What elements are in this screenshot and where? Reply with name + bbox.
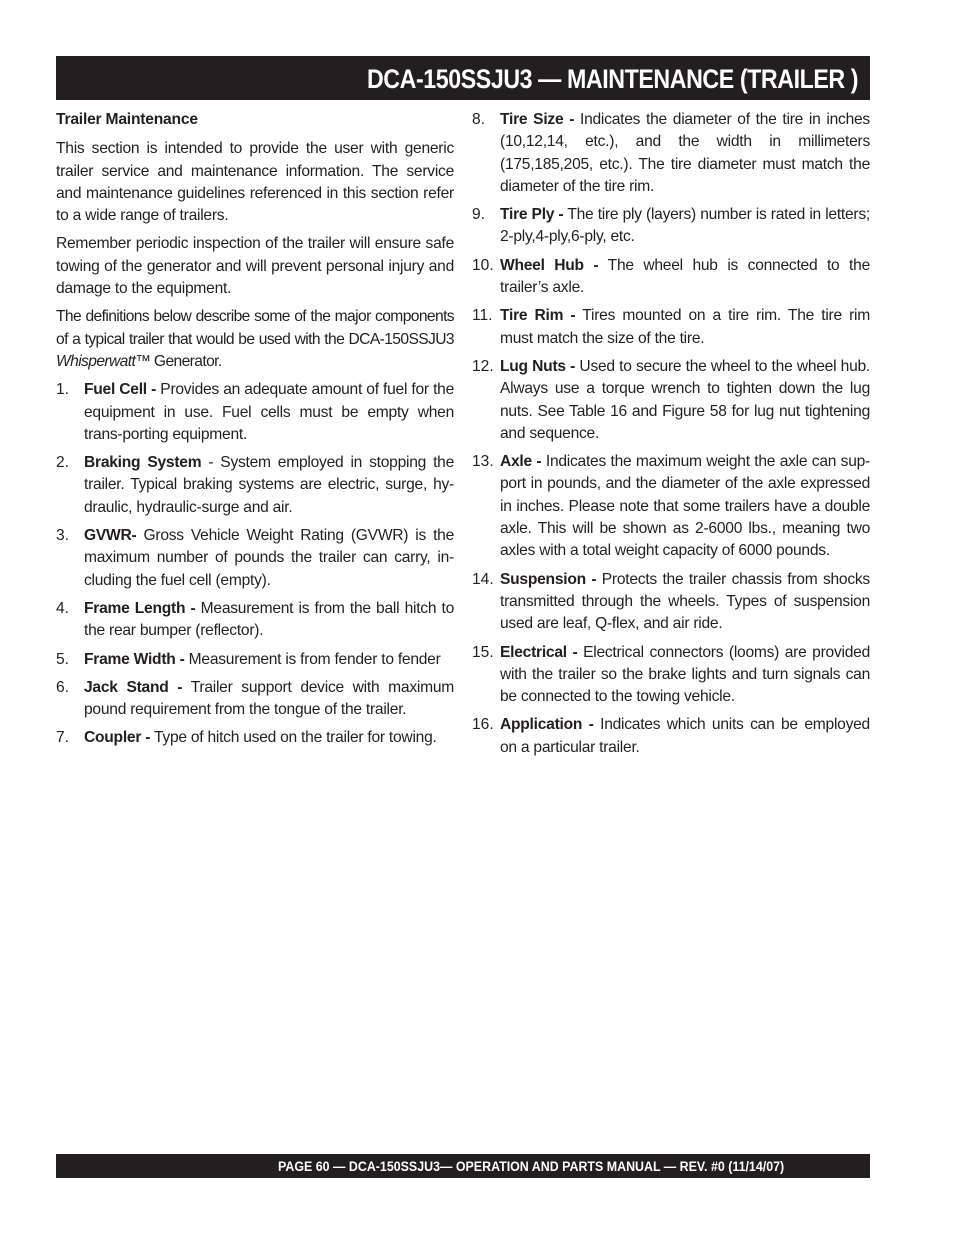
list-item-body — [84, 452, 454, 519]
list-item-number: 4. — [56, 599, 70, 617]
list-item-text: Indicates the diameter of the tire in inches (10,12,14, etc.), and the width in millimeters (175,185,205, etc.). The tire diameter must match the diameter of the tire rim. — [500, 111, 870, 195]
list-item-body — [500, 642, 870, 709]
list-item-body — [500, 109, 870, 198]
list-item — [56, 649, 454, 671]
list-item — [472, 642, 870, 709]
list-item-number: 13. — [472, 453, 494, 471]
list-item-term: Braking System — [84, 454, 202, 472]
list-item-term: Frame Length - — [84, 599, 196, 617]
list-item — [472, 255, 870, 300]
list-item-number: 14. — [472, 570, 494, 588]
list-item — [56, 525, 454, 592]
list-item — [472, 451, 870, 562]
list-item-text: Indicates the maximum weight the axle can sup-port in pounds, and the diameter of the axle expressed in inches. Please note that some trailers have a double axle. This will be shown as 2-6000 lbs., meaning two axles with a total weight capacity of 6000 pounds. — [500, 453, 870, 560]
list-item-number: 1. — [56, 381, 70, 399]
list-item-term: Tire Ply - — [500, 206, 564, 224]
list-item-number: 3. — [56, 527, 70, 545]
list-item-body — [500, 451, 870, 562]
list-item-text: Protects the trailer chassis from shocks transmitted through the wheels. Types of suspension used are leaf, Q-flex, and air ride. — [500, 570, 870, 633]
left-column — [56, 109, 454, 756]
page-title: DCA-150SSJU3 — MAINTENANCE (TRAILER ) — [366, 64, 858, 94]
list-item-number: 10. — [472, 256, 494, 274]
list-item — [472, 569, 870, 636]
list-item-body — [84, 525, 454, 592]
list-item-term: Tire Size - — [500, 111, 575, 128]
list-item-number: 7. — [56, 729, 70, 747]
list-item-text: Type of hitch used on the trailer for towing. — [150, 729, 437, 747]
list-item — [56, 598, 454, 643]
definitions-list-left — [56, 379, 454, 749]
list-item-term: Suspension - — [500, 570, 597, 588]
list-item — [56, 379, 454, 446]
list-item-text: Electrical connectors (looms) are provided with the trailer so the brake lights and turn signals can be connected to the towing vehicle. — [500, 643, 870, 706]
list-item-body — [500, 356, 870, 445]
list-item-text: Used to secure the wheel to the wheel hub. Always use a torque wrench to tighten down the lug nuts. See Table 16 and Figure 58 for lug nut tightening and sequence. — [500, 357, 870, 442]
definitions-list-right — [472, 109, 870, 759]
list-item-text: Measurement is from fender to fender — [184, 650, 441, 668]
list-item-text: Provides an adequate amount of fuel for the equipment in use. Fuel cells must be empty when trans-porting equipment. — [84, 381, 454, 443]
list-item-body — [84, 598, 454, 643]
list-item-text: Measurement is from the ball hitch to the rear bumper (reflector). — [84, 599, 454, 640]
list-item — [472, 305, 870, 350]
list-item-number: 5. — [56, 650, 70, 668]
list-item-number: 12. — [472, 357, 494, 375]
list-item — [472, 109, 870, 198]
page-header-bar — [56, 56, 870, 100]
page-footer-text: PAGE 60 — DCA-150SSJU3— OPERATION AND PARTS MANUAL — REV. #0 (11/14/07) — [277, 1159, 784, 1174]
list-item-term: Lug Nuts - — [500, 357, 576, 375]
list-item-body — [500, 714, 870, 759]
list-item — [472, 714, 870, 759]
list-item-number: 2. — [56, 454, 70, 472]
list-item-term: GVWR- — [84, 527, 137, 545]
list-item-body — [500, 255, 870, 300]
list-item-body — [500, 305, 870, 350]
list-item — [56, 677, 454, 722]
list-item-body — [500, 569, 870, 636]
right-column — [472, 109, 870, 765]
list-item — [56, 727, 454, 749]
list-item-text: The tire ply (layers) number is rated in letters; 2-ply,4-ply,6-ply, etc. — [500, 206, 870, 246]
list-item-number: 11. — [472, 307, 493, 325]
brand-name: Whisperwatt™ — [56, 352, 151, 370]
list-item-number: 6. — [56, 678, 70, 696]
list-item-term: Wheel Hub - — [500, 256, 599, 274]
inspection-paragraph: Remember periodic inspection of the trailer will ensure safe towing of the generator and will prevent personal injury and damage to the equipment. — [56, 235, 454, 298]
list-item-number: 9. — [472, 206, 486, 224]
list-item-body — [500, 204, 870, 249]
list-item-term: Fuel Cell - — [84, 381, 157, 399]
list-item-number: 15. — [472, 643, 494, 661]
definitions-end: Generator. — [150, 352, 222, 370]
list-item-text: Trailer support device with maximum pound requirement from the tongue of the trailer. — [84, 678, 454, 719]
list-item-term: Tire Rim - — [500, 307, 576, 325]
list-item-term: Coupler - — [84, 729, 151, 747]
list-item-text: - System employed in stopping the trailer. Typical braking systems are electric, surge, hy-draulic, hydraulic-surge and air. — [84, 454, 454, 516]
definitions-text: The definitions below describe some of the major components of a typical trailer that would be used with the DCA-150SSJU3 — [56, 308, 454, 348]
list-item-body — [84, 379, 454, 446]
list-item-number: 8. — [472, 111, 486, 128]
list-item-text: Indicates which units can be employed on a particular trailer. — [500, 716, 870, 756]
section-heading: Trailer Maintenance — [56, 111, 198, 128]
list-item-body — [84, 649, 454, 671]
list-item-term: Jack Stand - — [84, 678, 183, 696]
intro-paragraph: This section is intended to provide the user with generic trailer service and maintenance information. The service and maintenance guidelines referenced in this section refer to a wide range of trailers. — [56, 140, 454, 225]
definitions-paragraph — [56, 306, 454, 373]
list-item — [472, 356, 870, 445]
list-item-term: Electrical - — [500, 643, 578, 661]
list-item — [472, 204, 870, 249]
list-item-body — [84, 727, 454, 749]
list-item-term: Application - — [500, 716, 594, 734]
list-item-term: Frame Width - — [84, 650, 185, 668]
page-footer-bar — [56, 1154, 870, 1178]
list-item-text: The wheel hub is connected to the trailer’s axle. — [500, 256, 870, 297]
list-item — [56, 452, 454, 519]
list-item-body — [84, 677, 454, 722]
list-item-term: Axle - — [500, 453, 542, 471]
list-item-number: 16. — [472, 716, 494, 734]
list-item-text: Gross Vehicle Weight Rating (GVWR) is the maximum number of pounds the trailer can carry, in-cluding the fuel cell (empty). — [84, 527, 454, 589]
list-item-text: Tires mounted on a tire rim. The tire rim must match the size of the tire. — [500, 307, 871, 347]
